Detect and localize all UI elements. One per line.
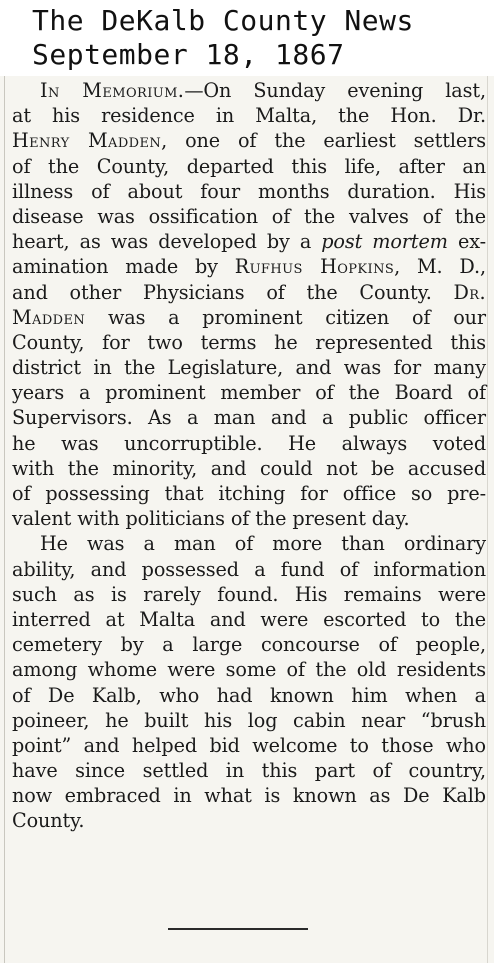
masthead-title: The DeKalb County News (32, 4, 414, 37)
newspaper-clipping (0, 76, 494, 963)
article-line: such as is rarely found. His remains were (12, 582, 486, 606)
line-text: amination made by (12, 255, 235, 279)
person-name: Madden (12, 305, 86, 329)
clipping-edge-left (4, 76, 5, 963)
article-line: at his residence in Malta, the Hon. Dr. (12, 104, 486, 128)
article-line: now embraced in what is known as De Kalb (12, 784, 486, 808)
obituary-article (12, 78, 486, 834)
line-text: ex- (447, 230, 486, 254)
article-line: valent with politicians of the present day. (12, 507, 410, 531)
article-line: district in the Legislature, and was for many (12, 356, 486, 380)
article-line: interred at Malta and were escorted to the (12, 607, 486, 631)
line-text: heart, as was developed by a (12, 230, 322, 254)
article-line (12, 78, 486, 103)
article-line: poineer, he built his log cabin near “brush (12, 708, 486, 732)
masthead (0, 4, 494, 76)
line-text: was a prominent citizen of our (85, 305, 486, 329)
article-line: ability, and possessed a fund of information (12, 557, 486, 581)
article-line: of possessing that itching for office so pre- (12, 482, 486, 505)
article-line: Supervisors. As a man and a public officer (12, 406, 486, 430)
italic-phrase: post mortem (321, 230, 448, 254)
article-line: years a prominent member of the Board of (12, 381, 486, 405)
paragraph-1 (12, 78, 486, 531)
article-line: among whome were some of the old residents (12, 658, 486, 682)
article-line: County. (12, 809, 85, 833)
article-line (12, 305, 486, 330)
person-title: Dr. (453, 280, 486, 304)
line-text: , one of the earliest settlers (161, 129, 486, 153)
article-line (12, 128, 486, 153)
line-text: , M. D., (394, 255, 486, 279)
person-name: Rufhus Hopkins (234, 255, 395, 279)
article-line: He was a man of more than ordinary (40, 532, 486, 556)
clipping-edge-right (487, 76, 488, 963)
article-line (12, 280, 486, 305)
article-line: with the minority, and could not be accused (12, 456, 486, 480)
closing-rule (168, 928, 308, 930)
article-line (12, 254, 486, 279)
article-heading: In Memorium. (40, 79, 185, 102)
article-line: County, for two terms he represented this (12, 330, 486, 354)
article-line (12, 229, 486, 254)
article-line: he was uncorruptible. He always voted (12, 431, 486, 455)
article-line: disease was ossification of the valves of the (12, 204, 486, 228)
person-name: Henry Madden (12, 129, 162, 153)
article-line: point” and helped bid welcome to those who (12, 733, 486, 757)
article-line: cemetery by a large concourse of people, (12, 633, 486, 657)
article-line: of De Kalb, who had known him when a (12, 683, 486, 707)
article-line: of the County, departed this life, after an (12, 154, 486, 178)
article-line: have since settled in this part of country, (12, 759, 486, 783)
article-line: illness of about four months duration. His (12, 179, 486, 203)
line-text: —On Sunday evening last, (184, 79, 486, 102)
line-text: and other Physicians of the County. (12, 280, 454, 304)
masthead-date: September 18, 1867 (32, 38, 345, 71)
paragraph-2 (12, 531, 486, 833)
